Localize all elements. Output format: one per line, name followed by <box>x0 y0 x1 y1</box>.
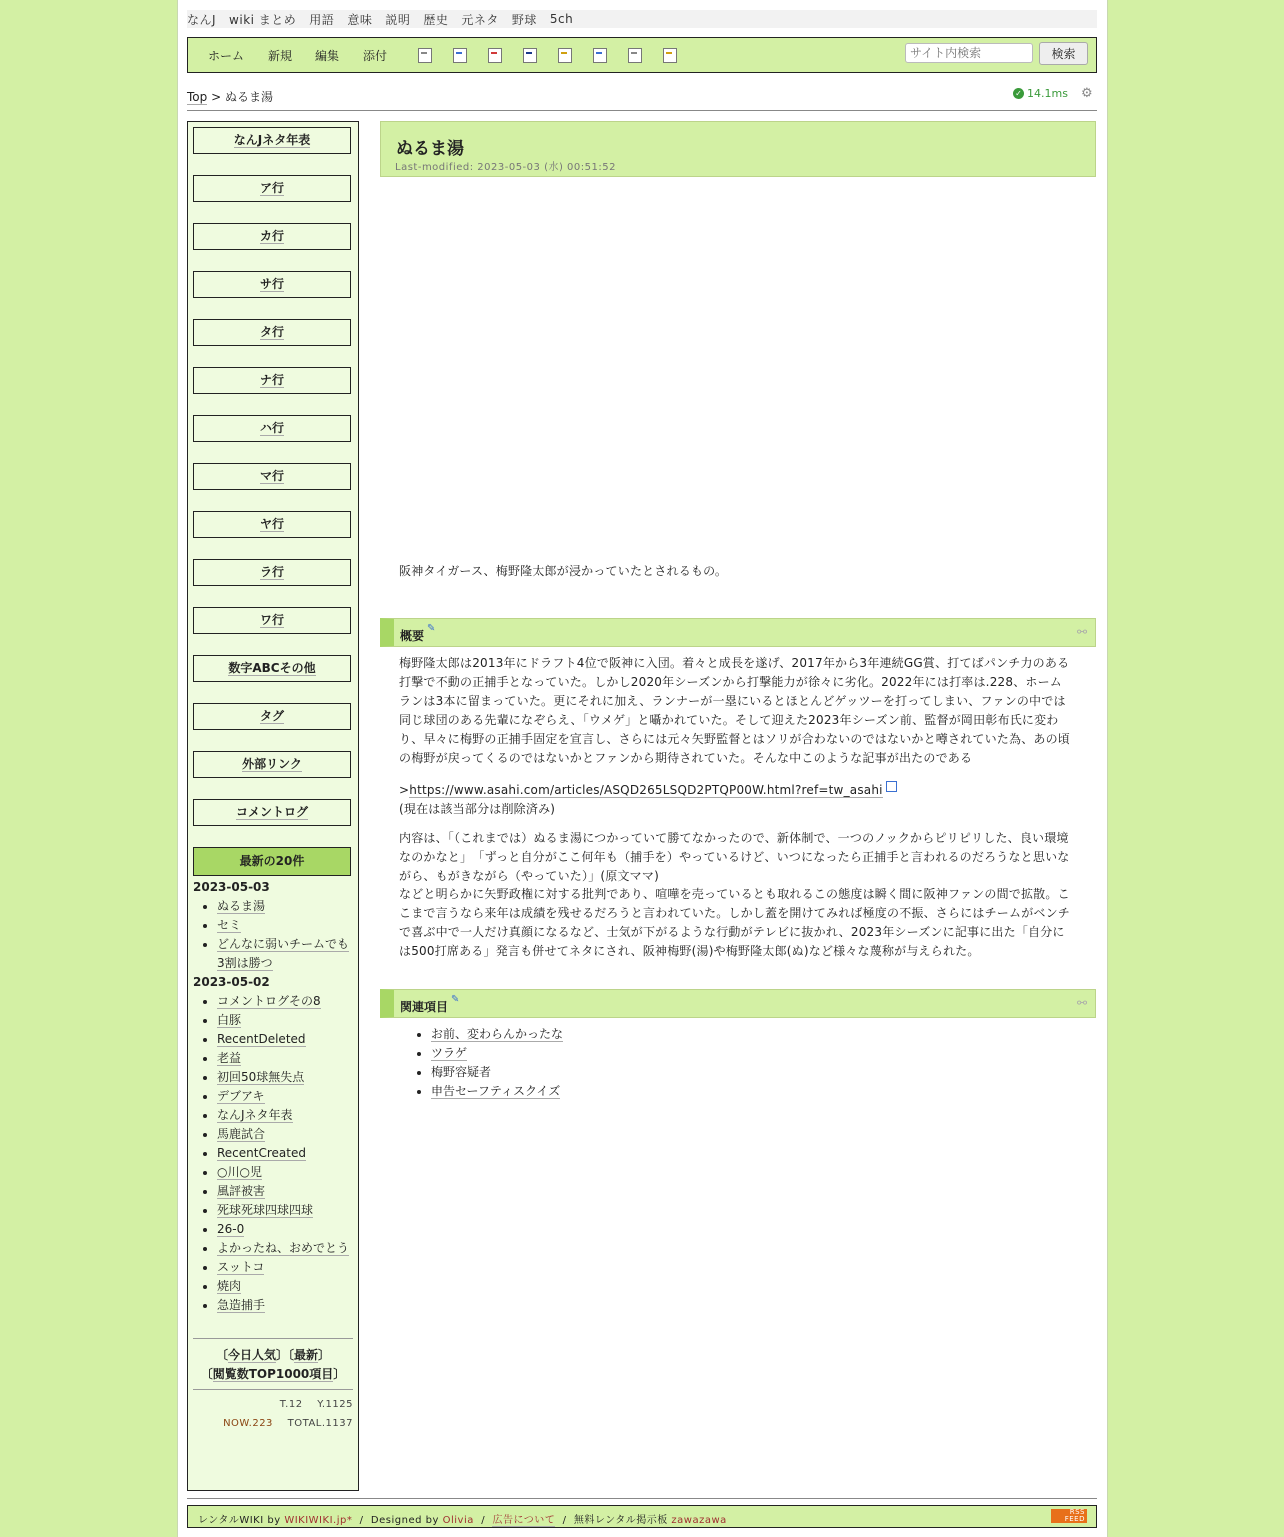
sidebar-item-wa[interactable]: ワ行 <box>193 607 351 634</box>
sidebar-item-ma[interactable]: マ行 <box>193 463 351 490</box>
list-item[interactable]: • スットコ <box>217 1258 353 1277</box>
article-link-row <box>399 781 1074 819</box>
top-link[interactable]: 野球 <box>511 12 537 27</box>
top-link-bar <box>187 10 1097 28</box>
sidebar-item-sa[interactable]: サ行 <box>193 271 351 298</box>
breadcrumb-top-link[interactable]: Top <box>187 90 208 104</box>
sidebar-item-a[interactable]: ア行 <box>193 175 351 202</box>
sidebar-item-ha[interactable]: ハ行 <box>193 415 351 442</box>
top-link[interactable]: wiki まとめ <box>229 12 297 27</box>
top-link[interactable]: なんJ <box>187 12 217 27</box>
section-heading <box>380 618 1096 647</box>
recent-changes-list <box>193 878 353 1315</box>
list-item[interactable]: • コメントログその8 <box>217 992 353 1011</box>
top-link[interactable]: 意味 <box>347 12 373 27</box>
help-icon[interactable] <box>663 48 677 63</box>
list-item[interactable]: • 死球死球四球四球 <box>217 1201 353 1220</box>
check-icon: ✓ <box>1013 88 1024 99</box>
toolbar-icons <box>418 48 677 63</box>
list-item[interactable]: • ○川○児 <box>217 1163 353 1182</box>
deleted-note: (現在は該当部分は削除済み) <box>399 802 556 816</box>
list-item[interactable]: • よかったね、おめでとう <box>217 1239 353 1258</box>
edit-pencil-icon[interactable]: ✎ <box>451 994 460 1005</box>
list-item: • 梅野容疑者 <box>431 1063 563 1082</box>
list-item[interactable]: • お前、変わらんかったな <box>431 1025 563 1044</box>
latest-link[interactable]: 最新 <box>294 1348 319 1362</box>
anchor-link-icon[interactable]: ⚯ <box>1076 996 1087 1010</box>
sidebar-item-external-links[interactable]: 外部リンク <box>193 751 351 778</box>
section-title: 概要 <box>400 629 425 643</box>
page-title-box <box>380 121 1096 177</box>
list-item[interactable]: • 焼肉 <box>217 1277 353 1296</box>
sidebar-item-ta[interactable]: タ行 <box>193 319 351 346</box>
ads-link[interactable]: 広告について <box>492 1515 556 1526</box>
gear-icon[interactable]: ⚙ <box>1081 86 1093 101</box>
recent-date: 2023-05-02 <box>193 975 270 989</box>
diff-icon[interactable] <box>453 48 467 63</box>
edit-pencil-icon[interactable]: ✎ <box>427 623 436 634</box>
recent-changes-heading: 最新の20件 <box>193 847 351 876</box>
list-item[interactable]: • 26-0 <box>217 1220 353 1239</box>
top1000-link[interactable]: 閲覧数TOP1000項目 <box>212 1367 334 1381</box>
list-item[interactable]: • 老益 <box>217 1049 353 1068</box>
counter-today: T.12 <box>279 1399 303 1410</box>
page-container <box>177 0 1108 1537</box>
sidebar-item-timeline[interactable]: なんJネタ年表 <box>193 127 351 154</box>
anchor-link-icon[interactable]: ⚯ <box>1076 625 1087 639</box>
list-item[interactable]: • RecentDeleted <box>217 1030 353 1049</box>
footer-rental-text: レンタルWIKI by <box>198 1515 281 1526</box>
breadcrumb-separator: > <box>211 90 222 104</box>
counter-now: NOW.223 <box>223 1418 273 1429</box>
section-title: 関連項目 <box>400 1000 449 1014</box>
list-item[interactable]: • 申告セーフティスクイズ <box>431 1082 563 1101</box>
top-link[interactable]: 元ネタ <box>461 12 499 27</box>
backup-icon[interactable] <box>523 48 537 63</box>
copy-page-icon[interactable] <box>418 48 432 63</box>
zawazawa-link[interactable]: zawazawa <box>671 1515 727 1526</box>
list-item[interactable]: • 風評被害 <box>217 1182 353 1201</box>
home-link[interactable]: ホーム <box>208 49 245 63</box>
content-paragraph: などと明らかに矢野政権に対する批判であり、喧嘩を売っているとも取れるこの態度は瞬く間に阪神ファンの間で拡散。ここまで言うなら来年は成績を残せるだろうと言われていた。しかし蓋を開けてみれば極度の不振、さらにはチームがベンチで喜ぶ中で一人だけ真顔になるなど、士気が下がるような行動がテレビに抜かれ、2023年シーズンに記事に出た「自分には500打席ある」発言も併せてネタにされ、阪神梅野(湯)や梅野隆太郎(ぬ)など様々な蔑称が与えられた。 <box>399 887 1071 958</box>
list-item[interactable]: • 初回50球無失点 <box>217 1068 353 1087</box>
new-page-link[interactable]: 新規 <box>268 49 293 63</box>
list-item[interactable]: • どんなに弱いチームでも3割は勝つ <box>217 935 353 973</box>
list-item[interactable]: • デブアキ <box>217 1087 353 1106</box>
footer: レンタルWIKI by WIKIWIKI.jp* / Designed by Olivia / 広告について / 無料レンタル掲示板 zawazawa RSS FEED <box>187 1505 1097 1528</box>
counter-row <box>193 1399 353 1410</box>
rename-icon[interactable] <box>593 48 607 63</box>
divider <box>193 1338 353 1339</box>
top-link[interactable]: 用語 <box>309 12 335 27</box>
edit-link[interactable]: 編集 <box>315 49 340 63</box>
list-item[interactable]: • ぬるま湯 <box>217 897 353 916</box>
freeze-icon[interactable] <box>558 48 572 63</box>
page-title: ぬるま湯 <box>396 139 464 159</box>
sidebar-item-other[interactable]: 数字ABCその他 <box>193 655 351 682</box>
divider <box>193 1389 353 1390</box>
delete-icon[interactable] <box>488 48 502 63</box>
sidebar-item-comment-log[interactable]: コメントログ <box>193 799 351 826</box>
sidebar-item-tags[interactable]: タグ <box>193 703 351 730</box>
external-article-link[interactable]: https://www.asahi.com/articles/ASQD265LSQD2PTQP00W.html?ref=tw_asahi <box>409 783 883 797</box>
divider <box>187 1498 1097 1499</box>
section-heading <box>380 989 1096 1018</box>
sidebar-item-ra[interactable]: ラ行 <box>193 559 351 586</box>
list-item[interactable]: • ツラゲ <box>431 1044 563 1063</box>
external-link-icon <box>886 781 897 792</box>
list-item[interactable]: • 急造捕手 <box>217 1296 353 1315</box>
today-popular-link[interactable]: 今日人気 <box>227 1348 276 1362</box>
top-link[interactable]: 説明 <box>385 12 411 27</box>
intro-text: 阪神タイガース、梅野隆太郎が浸かっていたとされるもの。 <box>399 564 728 578</box>
render-time-value: 14.1ms <box>1027 87 1068 100</box>
list-item[interactable]: • 白豚 <box>217 1011 353 1030</box>
rss-feed-icon[interactable]: RSS FEED <box>1051 1509 1087 1523</box>
recent-date: 2023-05-03 <box>193 880 270 894</box>
popular-links: 〔今日人気〕〔最新〕 〔閲覧数TOP1000項目〕 <box>200 1348 346 1381</box>
link-prefix: > <box>399 783 410 797</box>
sidebar-item-ka[interactable]: カ行 <box>193 223 351 250</box>
footer-designed-text: Designed by <box>370 1515 439 1526</box>
related-list <box>399 1025 563 1101</box>
divider <box>187 110 1097 111</box>
top-link[interactable]: 5ch <box>549 12 574 26</box>
top-link[interactable]: 歴史 <box>423 12 449 27</box>
list-item[interactable]: • RecentCreated <box>217 1144 353 1163</box>
footer-bbs-text: 無料レンタル掲示板 <box>573 1515 668 1526</box>
render-timing <box>1013 87 1068 100</box>
counter-total: TOTAL.1137 <box>287 1418 353 1429</box>
counter-yesterday: Y.1125 <box>317 1399 353 1410</box>
overview-paragraph: 梅野隆太郎は2013年にドラフト4位で阪神に入団。着々と成長を遂げ、2017年から3年連続GG賞、打てばパンチ力のある打撃で不動の正捕手となっていた。しかし2020年シーズンから打撃能力が徐々に劣化。2022年には打率は.228、ホームランは3本に留まっていた。更にそれに加え、ランナーが一塁にいるとほとんどゲッツーを打ってしまい、ファンの中では同じ球団のある先輩になぞらえ、「ウメゲ」と囁かれていた。そして迎えた2023年シーズン前、監督が岡田彰布氏に変わり、早々に梅野の正捕手固定を宣言し、さらには元々矢野監督とはソリが合わないのではないかと噂されていた為、あの頃の梅野が戻ってくるのではないかとファンから期待されていた。そんな中このような記事が出たのである <box>399 656 1071 765</box>
list-item[interactable]: • なんJネタ年表 <box>217 1106 353 1125</box>
search-button[interactable]: 検索 <box>1039 42 1088 65</box>
last-modified: Last-modified: 2023-05-03 (水) 00:51:52 <box>395 162 616 173</box>
counter-row <box>193 1418 353 1429</box>
sidebar-item-na[interactable]: ナ行 <box>193 367 351 394</box>
breadcrumb <box>187 88 273 105</box>
site-search-input[interactable] <box>905 43 1033 63</box>
sidebar-item-ya[interactable]: ヤ行 <box>193 511 351 538</box>
sidebar <box>187 121 359 1491</box>
wikiwiki-link[interactable]: WIKIWIKI.jp* <box>284 1515 353 1526</box>
list-item[interactable]: • 馬鹿試合 <box>217 1125 353 1144</box>
menu-bar <box>187 37 1097 73</box>
list-item[interactable]: • セミ <box>217 916 353 935</box>
content-paragraph: 内容は、「（これまでは）ぬるま湯につかっていて勝てなかったので、新体制で、一つのノックからピリピリした、良い環境なのかなと」 「ずっと自分がここ何年も（捕手を）やっているけど、いつになったら正捕手と言われるのだろうなと思いながら、もがきながら（やっていた）」(原文ママ) <box>399 831 1070 883</box>
breadcrumb-current: ぬるま湯 <box>224 90 273 104</box>
attach-link[interactable]: 添付 <box>363 49 388 63</box>
olivia-link[interactable]: Olivia <box>442 1515 474 1526</box>
list-icon[interactable] <box>628 48 642 63</box>
